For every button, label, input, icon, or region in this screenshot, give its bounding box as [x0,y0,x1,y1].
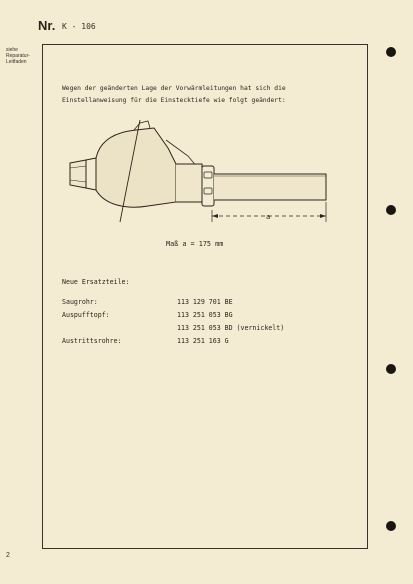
measure-text: Maß a = 175 mm [166,240,224,248]
side-note-line: siehe [6,47,18,53]
part-number: 113 251 053 BG [177,311,233,319]
number-label: Nr. [38,18,56,33]
part-name: Saugrohr: [62,298,98,306]
side-note [6,47,42,65]
side-note-line: Leitfaden [6,59,27,65]
dimension-label: a [266,213,271,221]
part-name: Austrittsrohre: [62,337,122,345]
part-number: 113 251 163 G [177,337,229,345]
page-number: 2 [6,552,10,559]
intro-text: Wegen der geänderten Lage der Vorwärmleitungen hat sich die Einstellanweisung für die Einstecktiefe wie folgt geändert: [62,85,286,104]
punch-hole-icon [386,205,396,215]
punch-hole-icon [386,47,396,57]
parts-heading: Neue Ersatzteile: [62,278,130,286]
part-name: Auspufftopf: [62,311,110,319]
document-number: K - 106 [62,22,96,31]
punch-hole-icon [386,364,396,374]
part-number: 113 129 701 BE [177,298,233,306]
part-number: 113 251 053 BD (vernickelt) [177,324,285,332]
side-note-line: Reparatur- [6,53,30,59]
punch-hole-icon [386,521,396,531]
exhaust-muffler-diagram [58,118,338,230]
